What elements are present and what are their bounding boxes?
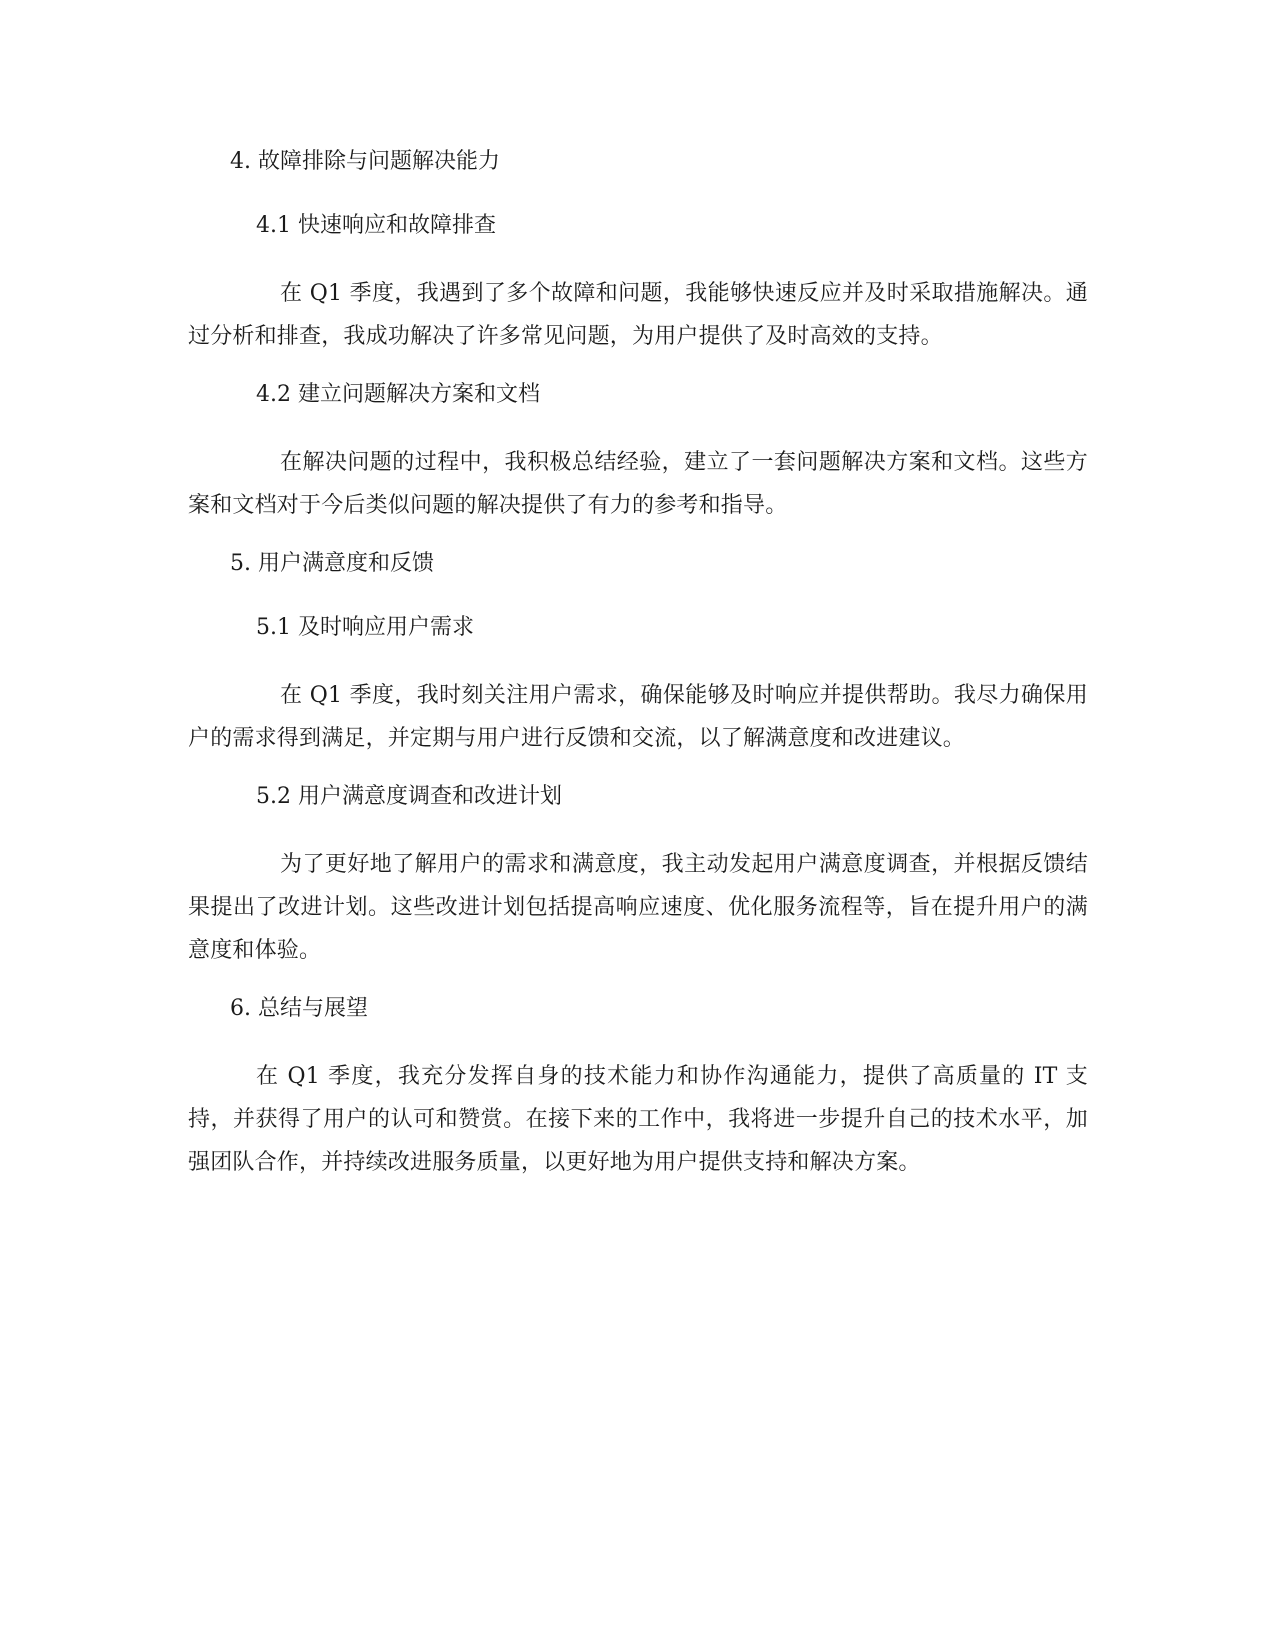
subsection-heading-5-1: 5.1 及时响应用户需求 bbox=[256, 615, 474, 640]
subsection-heading-4-2: 4.2 建立问题解决方案和文档 bbox=[256, 382, 540, 407]
paragraph-4-2: 在解决问题的过程中，我积极总结经验，建立了一套问题解决方案和文档。这些方案和文档对于今后类似问题的解决提供了有力的参考和指导。 bbox=[188, 450, 1088, 518]
paragraph-5-2: 为了更好地了解用户的需求和满意度，我主动发起用户满意度调查，并根据反馈结果提出了改进计划。这些改进计划包括提高响应速度、优化服务流程等，旨在提升用户的满意度和体验。 bbox=[188, 852, 1088, 963]
document-body bbox=[188, 144, 1088, 1203]
section-heading-5: 5. 用户满意度和反馈 bbox=[230, 551, 434, 576]
subsection-heading-4-1: 4.1 快速响应和故障排查 bbox=[256, 213, 496, 238]
section-heading-4: 4. 故障排除与问题解决能力 bbox=[230, 149, 500, 174]
section-heading-6: 6. 总结与展望 bbox=[230, 996, 368, 1021]
subsection-heading-5-2: 5.2 用户满意度调查和改进计划 bbox=[256, 784, 562, 809]
paragraph-5-1: 在 Q1 季度，我时刻关注用户需求，确保能够及时响应并提供帮助。我尽力确保用户的需求得到满足，并定期与用户进行反馈和交流，以了解满意度和改进建议。 bbox=[188, 683, 1088, 751]
paragraph-6-summary: 在 Q1 季度，我充分发挥自身的技术能力和协作沟通能力，提供了高质量的 IT 支持，并获得了用户的认可和赞赏。在接下来的工作中，我将进一步提升自己的技术水平，加强团队合作，并持续改进服务质量，以更好地为用户提供支持和解决方案。 bbox=[188, 1064, 1088, 1175]
paragraph-4-1: 在 Q1 季度，我遇到了多个故障和问题，我能够快速反应并及时采取措施解决。通过分析和排查，我成功解决了许多常见问题，为用户提供了及时高效的支持。 bbox=[188, 281, 1088, 349]
